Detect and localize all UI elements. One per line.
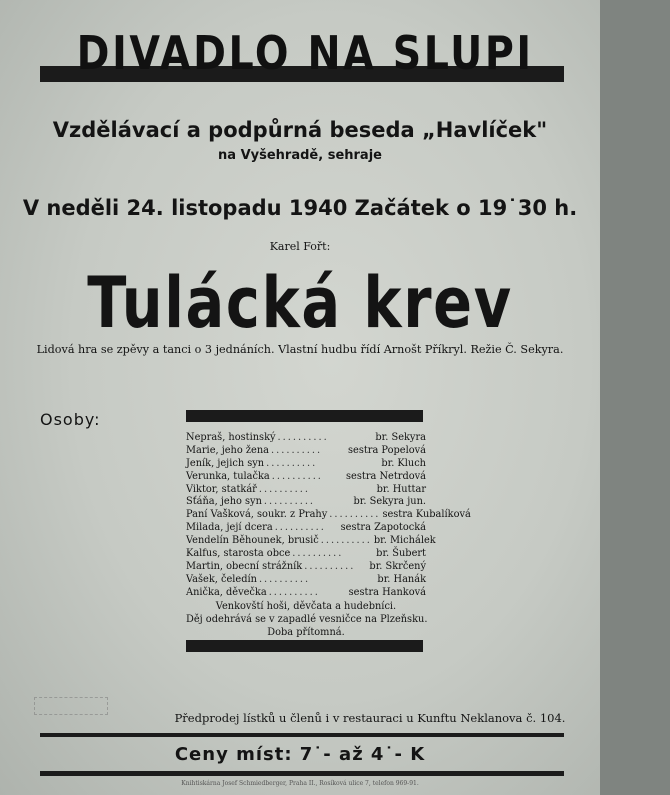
cast-row: Jeník, jejich syn .......... br. Kluch [186, 457, 426, 469]
cast-row: Marie, jeho žena .......... sestra Popelová [186, 444, 426, 456]
cast-row: Vendelín Běhounek, brusič .......... br. Michálek [186, 535, 436, 547]
cast-row: Anička, děvečka .......... sestra Hanková [186, 586, 426, 598]
ticket-prices: Ceny míst: 7˙- až 4˙- K [174, 744, 426, 765]
performance-date: V neděli 24. listopadu 1940 Začátek o 19˙30 h. [22, 196, 578, 220]
cast-top-bar [186, 410, 423, 422]
cast-row: Viktor, statkář .......... br. Huttar [186, 483, 426, 495]
presale-info: Předprodej lístků u členů i v restauraci u Kunftu Neklanova č. 104. [174, 711, 566, 725]
cast-label: Osoby: [40, 410, 101, 429]
price-bottom-rule [40, 771, 564, 776]
play-author: Karel Fořt: [269, 240, 331, 253]
cast-note: Venkovští hoši, děvčata a hudebníci. [215, 600, 397, 612]
organizer-subline: na Vyšehradě, sehraje [218, 148, 382, 163]
cast-note: Děj odehrává se v zapadlé vesničce na Plzeňsku. [186, 613, 428, 625]
cast-row: Paní Vaš̌ková, soukr. z Prahy .......... sestra Kubalíková [186, 509, 471, 521]
cast-row: Verunka, tulačka .......... sestra Netrdová [186, 470, 426, 482]
price-top-rule [40, 733, 564, 737]
play-description: Lidová hra se zpěvy a tanci o 3 jednáních. Vlastní hudbu řídí Arnošt Příkryl. Režie Č. Sekyra. [36, 343, 564, 356]
cast-row: Milada, její dcera .......... sestra Zapotocká [186, 522, 426, 534]
title-block [40, 20, 564, 92]
cast-bottom-bar [186, 640, 423, 652]
cast-row: Kalfus, starosta obce .......... br. Šubert [186, 548, 426, 560]
cast-note: Doba přítomná. [267, 626, 345, 638]
organizer-line: Vzdělávací a podpůrná beseda „Havlíček" [52, 118, 548, 142]
printer-credit: Knihtiskárna Josef Schmiedberger, Praha II., Rosíková ulice 7, telefon 969-91. [181, 780, 419, 787]
theatre-name: DIVADLO NA SLUPI [76, 26, 534, 80]
play-title: Tulácká krev [87, 262, 513, 344]
cast-row: Martin, obecní strážník .......... br. Skrčený [186, 560, 426, 572]
cast-row: Sťáňa, jeho syn .......... br. Sekyra jun. [186, 496, 426, 508]
cast-list [186, 432, 471, 639]
cast-row: Nepraš, hostinský .......... br. Sekyra [186, 432, 426, 443]
cast-row: Vašek, čeledín .......... br. Hanák [186, 573, 426, 585]
